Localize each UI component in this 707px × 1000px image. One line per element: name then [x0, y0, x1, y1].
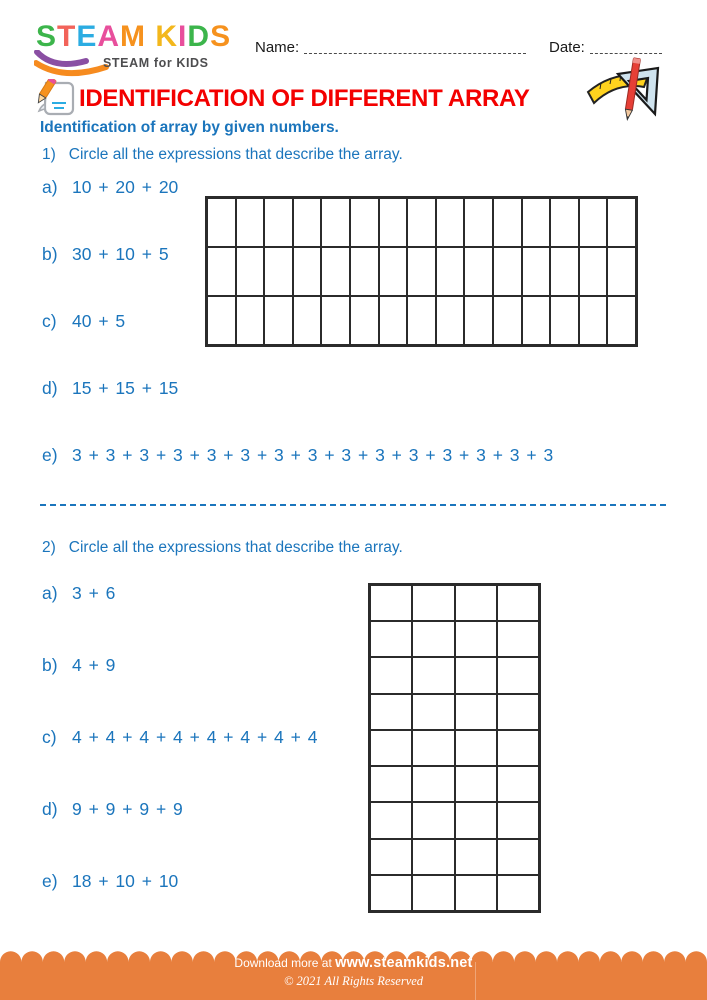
option-row-c[interactable]: [42, 310, 125, 332]
logo-letter: M: [120, 20, 147, 53]
array-cell: [321, 198, 350, 247]
array-cell: [522, 198, 551, 247]
array-cell: [497, 802, 539, 838]
array-grid-1: [205, 196, 638, 347]
array-cell: [455, 621, 497, 657]
array-cell: [455, 730, 497, 766]
array-cell: [407, 247, 436, 296]
array-cell: [497, 657, 539, 693]
array-cell: [579, 247, 608, 296]
option-expression: 18 + 10 + 10: [72, 871, 179, 891]
array-cell: [321, 247, 350, 296]
array-cell: [550, 247, 579, 296]
array-cell: [497, 730, 539, 766]
logo-letter: K: [155, 20, 179, 53]
array-cell: [497, 766, 539, 802]
option-label: a): [42, 177, 58, 197]
question-2-prompt: [42, 539, 403, 557]
array-cell: [455, 657, 497, 693]
footer-download-prefix: Download more at: [234, 956, 332, 970]
array-cell: [550, 198, 579, 247]
question-2-number: 2): [42, 539, 56, 556]
array-cell: [455, 766, 497, 802]
array-cell: [412, 694, 454, 730]
question-2-text: Circle all the expressions that describe the array.: [68, 539, 403, 556]
array-cell: [407, 198, 436, 247]
array-cell: [370, 585, 412, 621]
array-cell: [464, 247, 493, 296]
option-label: a): [42, 583, 58, 603]
array-cell: [370, 839, 412, 875]
array-cell: [207, 296, 236, 345]
array-cell: [370, 621, 412, 657]
option-row-e[interactable]: [42, 870, 178, 892]
array-cell: [607, 247, 636, 296]
array-cell: [436, 296, 465, 345]
logo-letter: I: [178, 20, 188, 53]
array-cell: [407, 296, 436, 345]
option-label: e): [42, 445, 58, 465]
array-cell: [436, 247, 465, 296]
array-cell: [264, 198, 293, 247]
array-cell: [207, 247, 236, 296]
option-label: c): [42, 727, 57, 747]
array-cell: [293, 247, 322, 296]
date-input-line[interactable]: [590, 39, 662, 54]
pencil-paper-icon: [34, 79, 78, 119]
question-1-number: 1): [42, 146, 56, 163]
array-cell: [321, 296, 350, 345]
dashed-separator: [40, 504, 666, 506]
array-cell: [497, 839, 539, 875]
array-cell: [379, 198, 408, 247]
array-cell: [455, 839, 497, 875]
option-row-d[interactable]: [42, 798, 183, 820]
array-cell: [607, 296, 636, 345]
array-cell: [370, 657, 412, 693]
array-cell: [579, 296, 608, 345]
option-expression: 9 + 9 + 9 + 9: [72, 799, 183, 819]
array-cell: [579, 198, 608, 247]
question-1-prompt: [42, 146, 403, 164]
option-row-a[interactable]: [42, 176, 178, 198]
option-row-c[interactable]: [42, 726, 317, 748]
option-row-a[interactable]: [42, 582, 115, 604]
steam-kids-logo: [36, 20, 232, 70]
array-cell: [607, 198, 636, 247]
array-cell: [264, 247, 293, 296]
array-cell: [493, 198, 522, 247]
array-cell: [236, 198, 265, 247]
array-cell: [350, 198, 379, 247]
array-cell: [236, 247, 265, 296]
option-row-b[interactable]: [42, 654, 115, 676]
name-label: Name:: [255, 39, 300, 56]
option-expression: 3 + 3 + 3 + 3 + 3 + 3 + 3 + 3 + 3 + 3 + 3 + 3 + 3 + 3 + 3: [72, 445, 554, 465]
array-cell: [370, 766, 412, 802]
option-label: c): [42, 311, 57, 331]
logo-letter: A: [97, 20, 121, 53]
array-cell: [464, 296, 493, 345]
name-field: [255, 39, 526, 58]
array-cell: [436, 198, 465, 247]
array-cell: [370, 802, 412, 838]
option-label: b): [42, 655, 58, 675]
option-row-e[interactable]: [42, 444, 553, 466]
array-cell: [550, 296, 579, 345]
option-label: e): [42, 871, 58, 891]
array-cell: [236, 296, 265, 345]
array-cell: [412, 585, 454, 621]
option-label: d): [42, 378, 58, 398]
ruler-set-square-icon: [586, 56, 664, 128]
logo-letter: T: [57, 20, 77, 53]
question-1-text: Circle all the expressions that describe the array.: [68, 146, 403, 163]
array-cell: [412, 766, 454, 802]
array-cell: [497, 585, 539, 621]
array-cell: [379, 296, 408, 345]
array-cell: [464, 198, 493, 247]
array-cell: [497, 875, 539, 911]
date-label: Date:: [549, 39, 585, 56]
array-cell: [412, 657, 454, 693]
logo-letter: [146, 20, 155, 53]
option-row-d[interactable]: [42, 377, 178, 399]
array-cell: [379, 247, 408, 296]
option-expression: 4 + 4 + 4 + 4 + 4 + 4 + 4 + 4: [72, 727, 318, 747]
array-cell: [350, 247, 379, 296]
array-cell: [293, 296, 322, 345]
array-cell: [370, 694, 412, 730]
array-cell: [412, 621, 454, 657]
logo-letter: D: [187, 20, 211, 53]
page-title: IDENTIFICATION OF DIFFERENT ARRAY: [79, 85, 530, 112]
option-expression: 4 + 9: [72, 655, 116, 675]
option-expression: 30 + 10 + 5: [72, 244, 169, 264]
option-expression: 15 + 15 + 15: [72, 378, 179, 398]
option-row-b[interactable]: [42, 243, 169, 265]
array-grid-2: [368, 583, 541, 913]
array-cell: [497, 694, 539, 730]
array-cell: [455, 694, 497, 730]
array-cell: [493, 247, 522, 296]
array-cell: [522, 296, 551, 345]
logo-letter: S: [36, 20, 58, 53]
option-expression: 3 + 6: [72, 583, 116, 603]
option-expression: 40 + 5: [72, 311, 126, 331]
array-cell: [370, 730, 412, 766]
array-cell: [350, 296, 379, 345]
worksheet-subtitle: Identification of array by given numbers.: [40, 119, 339, 136]
footer-website-link[interactable]: www.steamkids.net: [335, 955, 473, 971]
array-cell: [412, 730, 454, 766]
array-cell: [497, 621, 539, 657]
array-cell: [412, 839, 454, 875]
array-cell: [370, 875, 412, 911]
option-expression: 10 + 20 + 20: [72, 177, 179, 197]
array-cell: [293, 198, 322, 247]
logo-tagline: STEAM for KIDS: [103, 56, 209, 70]
name-input-line[interactable]: [304, 39, 526, 54]
array-cell: [264, 296, 293, 345]
footer-download-line: [0, 955, 707, 971]
array-cell: [493, 296, 522, 345]
array-cell: [412, 802, 454, 838]
logo-wordmark: [36, 22, 231, 52]
array-cell: [207, 198, 236, 247]
option-label: b): [42, 244, 58, 264]
footer-copyright: © 2021 All Rights Reserved: [283, 974, 424, 988]
array-cell: [455, 875, 497, 911]
array-cell: [412, 875, 454, 911]
option-label: d): [42, 799, 58, 819]
array-cell: [522, 247, 551, 296]
array-cell: [455, 802, 497, 838]
logo-letter: S: [210, 20, 232, 53]
logo-letter: E: [76, 20, 98, 53]
array-cell: [455, 585, 497, 621]
